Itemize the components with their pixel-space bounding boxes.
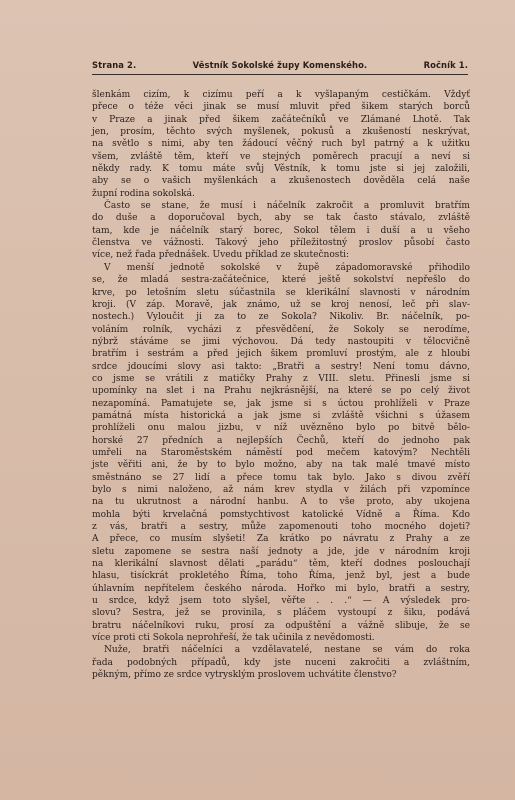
text-line: šlenkám cizím, k cizímu peří a k vyšlapaným cestičkám. Vždyť: [92, 90, 470, 100]
paragraph: [92, 644, 470, 681]
text-line: kroji. (V záp. Moravě, jak známo, už se kroj nenosí, leč při slav-: [92, 299, 470, 310]
header-rule: [92, 74, 468, 75]
text-line: památná místa historická a jak jsme si zvláště všichni s úžasem: [92, 410, 470, 421]
text-line: umřeli na Staroměstském náměstí pod mečem katovým? Nechtěli: [92, 447, 470, 458]
text-line: více, než řada přednášek. Uvedu příklad ze skutečnosti:: [92, 250, 350, 261]
text-line: směstnáno se 27 lidí a přece tomu tak bylo. Jako s divou zvěří: [92, 472, 470, 483]
text-line: sletu zapomene se sestra naší jednoty a jde, jde v národním kroji: [92, 546, 470, 557]
text-line: se, že mladá sestra-začátečnice, které ještě sokolství nepřešlo do: [92, 275, 470, 286]
text-line: župní rodina sokolská.: [92, 188, 195, 199]
text-line: hlasu, tisíckrát prokletého Říma, toho Říma, jenž byl, jest a bude: [92, 571, 470, 582]
volume-number: Ročník 1.: [423, 60, 468, 70]
page-header: [92, 60, 468, 70]
text-line: z vás, bratři a sestry, může zapomenouti toho mocného dojeti?: [92, 522, 470, 533]
text-line: jen, prosím, těchto svých myšlenek, pokusů a zkušeností neskrývat,: [92, 127, 470, 138]
text-line: aby se o vašich myšlenkách a zkušenostech dověděla celá naše: [92, 176, 470, 187]
text-line: A přece, co musím slyšeti! Za krátko po návratu z Prahy a ze: [92, 534, 470, 545]
text-line: srdce jdoucími slovy asi takto: „Bratři a sestry! Není tomu dávno,: [92, 361, 470, 372]
paragraph: [92, 89, 470, 200]
text-line: u srdce, když jsem toto slyšel, věřte . . .“ — A výsledek pro-: [92, 596, 470, 607]
text-line: V menší jednotě sokolské v župě západomoravské přihodilo: [104, 262, 470, 273]
text-line: nezapomíná. Pamatujete se, jak jsme si s úctou prohlíželi v Praze: [92, 398, 470, 409]
text-line: členstva ve vážnosti. Takový jeho příležitostný proslov působí často: [92, 238, 470, 249]
text-line: v Praze a jinak před šikem začátečníků ve Zlámané Lhotě. Tak: [92, 114, 470, 125]
text-line: bratru náčelníkovi ruku, prosí za odpuštění a vážně slibuje, že se: [92, 620, 470, 631]
text-line: voláním rolník, vycházi z přesvědčení, že Sokoly se nerodíme,: [92, 324, 470, 335]
text-line: jste věřiti ani, že by to bylo možno, aby na tak malé tmavé místo: [92, 460, 470, 471]
text-line: bylo s nimi naloženo, až nám krev stydla v žilách při vzpomínce: [92, 485, 470, 495]
text-line: více proti cti Sokola neprohřeší, že tak učinila z nevědomosti.: [92, 633, 375, 644]
text-line: řada podobných případů, kdy jste nuceni zakročiti a zvláštním,: [92, 657, 470, 668]
text-line: horské 27 předních a nejlepších Čechů, kteří do jednoho pak: [92, 435, 470, 446]
text-line: nostech.) Vyloučit ji za to ze Sokola? Nikoliv. Br. náčelník, po-: [92, 312, 470, 323]
text-line: tam, kde je náčelník starý borec, Sokol tělem i duší a u všeho: [92, 225, 470, 236]
text-line: nýbrž stáváme se jimi výchovou. Dá tedy nastoupiti v tělocvičně: [92, 336, 470, 347]
text-line: všem, zvláště těm, kteří ve stejných poměrech pracují a neví si: [92, 151, 470, 162]
article-body: [92, 89, 470, 682]
page-number: Strana 2.: [92, 60, 137, 70]
text-line: Často se stane, že musí i náčelník zakročit a promluvit bratřím: [104, 201, 470, 212]
text-line: úhlavním nepřítelem českého národa. Hořko mi bylo, bratři a sestry,: [92, 583, 470, 594]
text-line: slovu? Sestra, jež se provinila, s pláčem vystoupí z šiku, podává: [92, 608, 470, 619]
text-line: na světlo s nimi, aby ten žádoucí věčný ruch byl patrný a k užitku: [92, 139, 470, 150]
text-line: přece o téže věci jinak se musí mluvit před šikem starých borců: [92, 102, 470, 113]
text-line: do duše a doporučoval bych, aby se tak často stávalo, zvláště: [92, 213, 470, 224]
text-line: upomínky na slet i na Prahu nejkrásnější, na které se po celý život: [92, 386, 470, 397]
text-line: na tu ukrutnost a národní hanbu. A to vše proto, aby ukojena: [92, 497, 470, 508]
text-line: pěkným, přímo ze srdce vytrysklým proslovem uchvátite členstvo?: [92, 670, 397, 681]
journal-title: Věstník Sokolské župy Komenského.: [192, 60, 368, 70]
text-line: krve, po letošním sletu súčastnila se klerikální slavnosti v národním: [92, 287, 470, 298]
paragraph: [92, 200, 470, 262]
text-line: bratřím i sestrám a před jejich šikem promluví prostým, ale z hloubi: [92, 349, 470, 360]
text-line: někdy rady. K tomu máte svůj Věstník, k tomu jste si jej založili,: [92, 164, 470, 175]
text-line: co jsme se vrátili z matičky Prahy z VIII. sletu. Přinesli jsme si: [92, 373, 470, 384]
text-line: prohlíželi onu malou jizbu, v níž uvězněno bylo po bitvě bělo-: [92, 423, 470, 434]
text-line: Nuže, bratři náčelníci a vzdělavatelé, nestane se vám do roka: [104, 645, 470, 656]
text-line: na klerikální slavnost dělati „parádu“ těm, kteří dodnes poslouchají: [92, 559, 470, 570]
text-line: mohla býti krvelačná pomstychtivost katolické Vídně a Říma. Kdo: [92, 509, 470, 520]
paragraph: [92, 262, 470, 645]
